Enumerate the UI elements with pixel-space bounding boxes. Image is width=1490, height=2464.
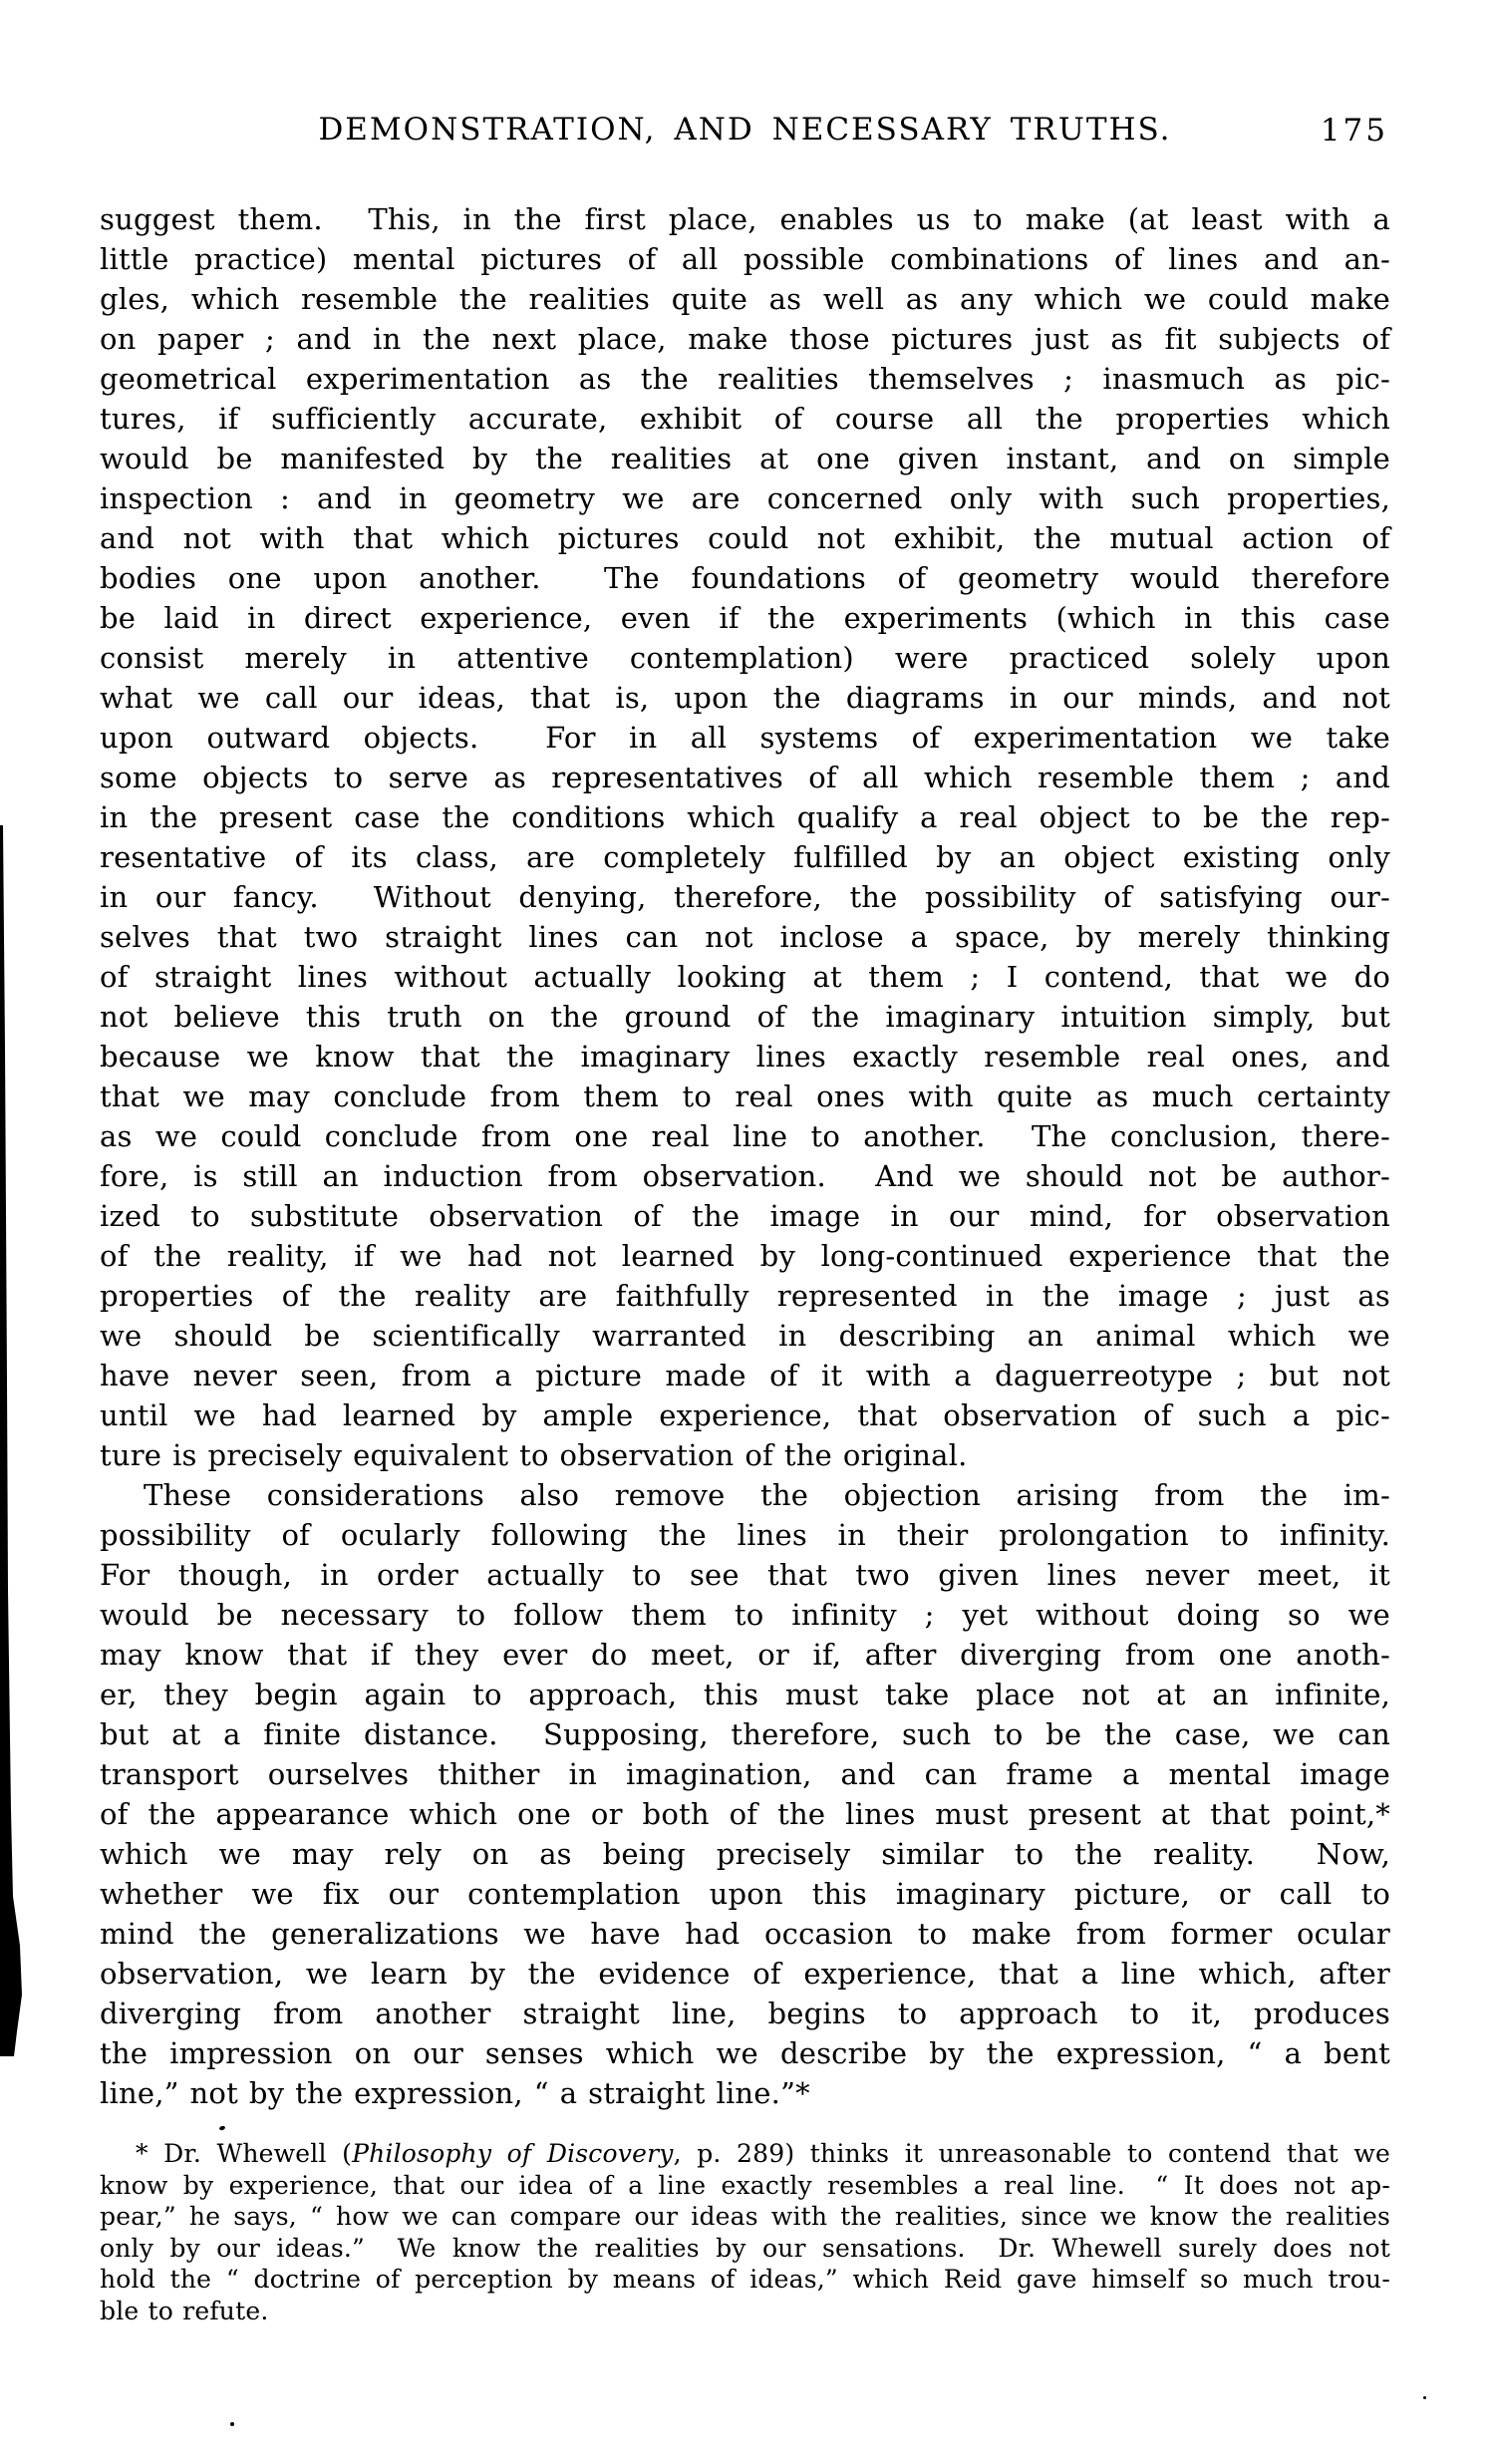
text-line <box>100 279 1390 319</box>
text-run: bodies one upon another. The foundations of geometry would therefore <box>100 561 1390 595</box>
text-run: fore, is still an induction from observation. And we should not be author- <box>100 1159 1390 1193</box>
text-line <box>100 1874 1390 1914</box>
text-run: , p. 289) thinks it unreasonable to contend that we <box>673 2139 1390 2168</box>
text-line <box>100 997 1390 1037</box>
text-line <box>100 1435 1390 1475</box>
text-line <box>100 319 1390 359</box>
text-line <box>100 2138 1390 2170</box>
text-line <box>100 518 1390 558</box>
text-line <box>100 1914 1390 1954</box>
text-line <box>100 1595 1390 1635</box>
running-head <box>100 112 1390 154</box>
scan-edge-artifact <box>0 825 24 2056</box>
text-line <box>100 1037 1390 1077</box>
text-run: of straight lines without actually looking at them ; I contend, that we do <box>100 960 1390 994</box>
text-run: * Dr. Whewell ( <box>136 2139 353 2168</box>
text-run: some objects to serve as representatives of all which resemble them ; and <box>100 761 1390 794</box>
text-run: gles, which resemble the realities quite as well as any which we could make <box>100 282 1390 316</box>
text-run: ble to refute. <box>100 2296 269 2325</box>
text-line <box>100 1395 1390 1435</box>
text-line <box>100 2170 1390 2202</box>
text-line <box>100 1196 1390 1236</box>
text-run: upon outward objects. For in all systems of experimentation we take <box>100 721 1390 755</box>
text-run: inspection : and in geometry we are concerned only with such properties, <box>100 481 1390 515</box>
ink-speck <box>1423 2396 1426 2399</box>
text-run: selves that two straight lines can not inclose a space, by merely thinking <box>100 920 1390 954</box>
text-run: whether we fix our contemplation upon this imaginary picture, or call to <box>100 1877 1390 1911</box>
text-line <box>100 638 1390 678</box>
text-line <box>100 957 1390 997</box>
text-run: know by experience, that our idea of a line exactly resembles a real line. “ It does not ap- <box>100 2170 1390 2200</box>
text-line <box>100 1316 1390 1356</box>
footnote <box>100 2138 1390 2326</box>
text-run: that we may conclude from them to real ones with quite as much certainty <box>100 1079 1390 1113</box>
text-line <box>100 399 1390 439</box>
text-run: would be necessary to follow them to infinity ; yet without doing so we <box>100 1598 1390 1632</box>
text-run: These considerations also remove the objection arising from the im- <box>144 1478 1390 1512</box>
text-run: the impression on our senses which we describe by the expression, “ a bent <box>100 2036 1390 2070</box>
text-line <box>100 1754 1390 1794</box>
text-run: diverging from another straight line, begins to approach to it, produces <box>100 1997 1390 2030</box>
running-head-title: DEMONSTRATION, AND NECESSARY TRUTHS. <box>318 112 1172 148</box>
text-line <box>100 917 1390 957</box>
text-line <box>100 718 1390 758</box>
text-run: and not with that which pictures could not exhibit, the mutual action of <box>100 521 1390 555</box>
ink-speck <box>218 2125 225 2131</box>
text-line <box>100 598 1390 638</box>
text-line <box>100 439 1390 478</box>
text-line <box>100 2033 1390 2073</box>
text-run: on paper ; and in the next place, make those pictures just as fit subjects of <box>100 322 1390 356</box>
body-text <box>100 199 1390 2113</box>
text-run: line,” not by the expression, “ a straight line.”* <box>100 2076 810 2110</box>
text-run: geometrical experimentation as the realities themselves ; inasmuch as pic- <box>100 362 1390 396</box>
text-run: tures, if sufficiently accurate, exhibit of course all the properties which <box>100 402 1390 436</box>
text-run: mind the generalizations we have had occasion to make from former ocular <box>100 1917 1390 1951</box>
text-run: pear,” he says, “ how we can compare our ideas with the realities, since we know the realities <box>100 2202 1390 2231</box>
text-line <box>100 1156 1390 1196</box>
text-run: ized to substitute observation of the image in our mind, for observation <box>100 1199 1390 1233</box>
text-line <box>100 239 1390 279</box>
text-run: resentative of its class, are completely fulfilled by an object existing only <box>100 840 1390 874</box>
text-line <box>100 1276 1390 1316</box>
ink-speck <box>230 2422 234 2426</box>
text-line <box>100 1077 1390 1116</box>
text-run: only by our ideas.” We know the realities by our sensations. Dr. Whewell surely does not <box>100 2233 1390 2263</box>
text-run: may know that if they ever do meet, or if, after diverging from one anoth- <box>100 1638 1390 1672</box>
text-run: would be manifested by the realities at one given instant, and on simple <box>100 442 1390 475</box>
text-line <box>100 558 1390 598</box>
text-line <box>100 1954 1390 1994</box>
text-line <box>100 1794 1390 1834</box>
text-run: as we could conclude from one real line to another. The conclusion, there- <box>100 1119 1390 1153</box>
page-number: 175 <box>1320 113 1388 149</box>
text-line <box>100 1116 1390 1156</box>
text-run: possibility of ocularly following the lines in their prolongation to infinity. <box>100 1518 1390 1552</box>
text-line <box>100 2264 1390 2296</box>
text-run: of the appearance which one or both of the lines must present at that point,* <box>100 1797 1390 1831</box>
text-run: For though, in order actually to see that two given lines never meet, it <box>100 1558 1390 1592</box>
text-line <box>100 2201 1390 2233</box>
text-run: because we know that the imaginary lines exactly resemble real ones, and <box>100 1040 1390 1074</box>
text-run: but at a finite distance. Supposing, therefore, such to be the case, we can <box>100 1717 1390 1751</box>
text-run: suggest them. This, in the first place, enables us to make (at least with a <box>100 202 1390 236</box>
text-line <box>100 1475 1390 1515</box>
text-line <box>100 1834 1390 1874</box>
text-run: which we may rely on as being precisely similar to the reality. Now, <box>100 1837 1390 1871</box>
text-run: Philosophy of Discovery <box>352 2139 674 2168</box>
text-line <box>100 678 1390 718</box>
text-line <box>100 1236 1390 1276</box>
text-line <box>100 1675 1390 1714</box>
text-run: hold the “ doctrine of perception by means of ideas,” which Reid gave himself so much trou- <box>100 2265 1390 2294</box>
text-line <box>100 758 1390 797</box>
text-line <box>100 1994 1390 2033</box>
text-run: we should be scientifically warranted in describing an animal which we <box>100 1319 1390 1353</box>
text-line <box>100 797 1390 837</box>
text-run: not believe this truth on the ground of the imaginary intuition simply, but <box>100 1000 1390 1034</box>
text-line <box>100 1356 1390 1395</box>
text-line <box>100 2073 1390 2113</box>
text-run: consist merely in attentive contemplation) were practiced solely upon <box>100 641 1390 675</box>
text-run: have never seen, from a picture made of it with a daguerreotype ; but not <box>100 1359 1390 1392</box>
text-run: of the reality, if we had not learned by long-continued experience that the <box>100 1239 1390 1273</box>
text-line <box>100 877 1390 917</box>
text-run: er, they begin again to approach, this must take place not at an infinite, <box>100 1678 1390 1711</box>
text-line <box>100 837 1390 877</box>
text-line <box>100 2233 1390 2265</box>
text-run: be laid in direct experience, even if the experiments (which in this case <box>100 601 1390 635</box>
text-run: in the present case the conditions which qualify a real object to be the rep- <box>100 800 1390 834</box>
text-line <box>100 1515 1390 1555</box>
text-run: ture is precisely equivalent to observation of the original. <box>100 1438 968 1472</box>
text-run: in our fancy. Without denying, therefore, the possibility of satisfying our- <box>100 880 1390 914</box>
text-run: what we call our ideas, that is, upon the diagrams in our minds, and not <box>100 681 1390 715</box>
text-line <box>100 2296 1390 2327</box>
text-run: transport ourselves thither in imagination, and can frame a mental image <box>100 1757 1390 1791</box>
text-run: until we had learned by ample experience, that observation of such a pic- <box>100 1398 1390 1432</box>
text-run: observation, we learn by the evidence of experience, that a line which, after <box>100 1957 1390 1991</box>
text-line <box>100 1555 1390 1595</box>
text-line <box>100 1714 1390 1754</box>
text-line <box>100 359 1390 399</box>
text-run: properties of the reality are faithfully represented in the image ; just as <box>100 1279 1390 1313</box>
text-run: little practice) mental pictures of all possible combinations of lines and an- <box>100 242 1390 276</box>
text-line <box>100 1635 1390 1675</box>
text-line <box>100 478 1390 518</box>
text-line <box>100 199 1390 239</box>
